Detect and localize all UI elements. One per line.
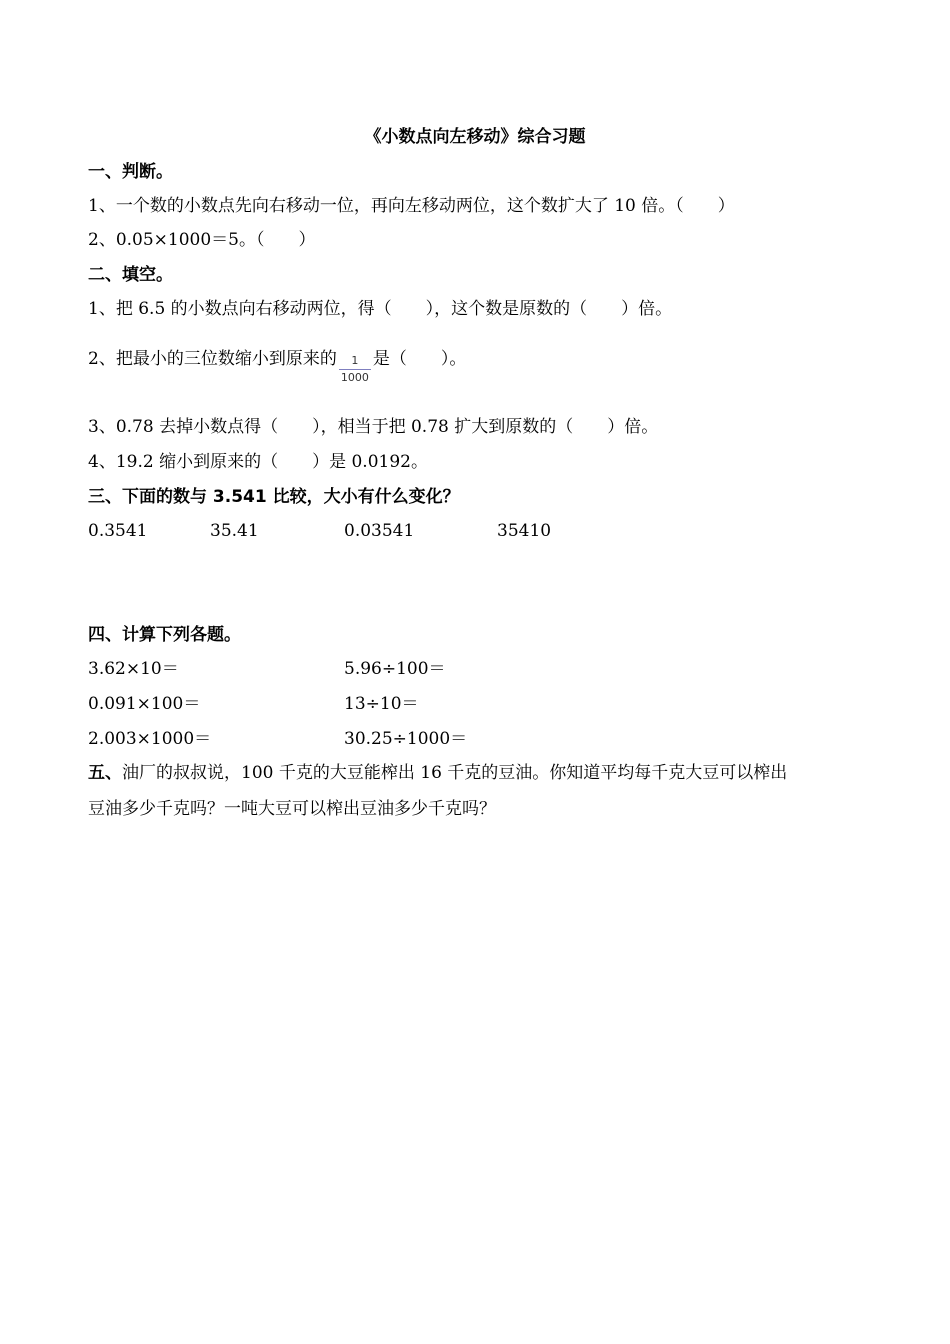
section5-text-1: 油厂的叔叔说，100 千克的大豆能榨出 16 千克的豆油。你知道平均每千克大豆可以榨出 bbox=[122, 763, 788, 783]
compare-number-1: 0.3541 bbox=[88, 521, 148, 541]
section2-question-3: 3、0.78 去掉小数点得（ ），相当于把 0.78 扩大到原数的（ ）倍。 bbox=[88, 417, 659, 437]
fraction bbox=[339, 354, 371, 385]
compare-number-2: 35.41 bbox=[210, 521, 259, 541]
section5-line-1 bbox=[88, 761, 787, 785]
calc-row2-left: 0.091×100＝ bbox=[88, 694, 201, 714]
calc-row3-right: 30.25÷1000＝ bbox=[344, 729, 468, 749]
section5-text-2: 豆油多少千克吗？一吨大豆可以榨出豆油多少千克吗？ bbox=[88, 799, 496, 819]
fraction-numerator: 1 bbox=[351, 354, 359, 367]
section1-question-2: 2、0.05×1000＝5。（ ） bbox=[88, 230, 316, 250]
section2-question-1: 1、把 6.5 的小数点向右移动两位，得（ ），这个数是原数的（ ）倍。 bbox=[88, 299, 673, 319]
section4-heading: 四、计算下列各题。 bbox=[88, 625, 241, 645]
section2-question-4: 4、19.2 缩小到原来的（ ）是 0.0192。 bbox=[88, 452, 428, 472]
fraction-denominator: 1000 bbox=[340, 371, 369, 384]
section2-question-2-tail: 是（ ）。 bbox=[372, 349, 467, 369]
calc-row2-right: 13÷10＝ bbox=[344, 694, 419, 714]
section2-heading: 二、填空。 bbox=[88, 265, 173, 285]
calc-row3-left: 2.003×1000＝ bbox=[88, 729, 212, 749]
fraction-bar bbox=[339, 369, 371, 370]
page-title: 《小数点向左移动》综合习题 bbox=[364, 127, 586, 147]
calc-row1-left: 3.62×10＝ bbox=[88, 659, 179, 679]
section2-question-2-text: 2、把最小的三位数缩小到原来的 bbox=[88, 349, 337, 369]
compare-number-4: 35410 bbox=[497, 521, 552, 541]
section1-question-1: 1、一个数的小数点先向右移动一位，再向左移动两位，这个数扩大了 10 倍。（ ） bbox=[88, 196, 735, 216]
compare-number-3: 0.03541 bbox=[344, 521, 415, 541]
calc-row1-right: 5.96÷100＝ bbox=[344, 659, 446, 679]
section2-question-2 bbox=[88, 344, 467, 384]
section5-heading: 五、 bbox=[88, 763, 122, 783]
section1-heading: 一、判断。 bbox=[88, 162, 173, 182]
section3-heading: 三、下面的数与 3.541 比较，大小有什么变化？ bbox=[88, 487, 460, 507]
